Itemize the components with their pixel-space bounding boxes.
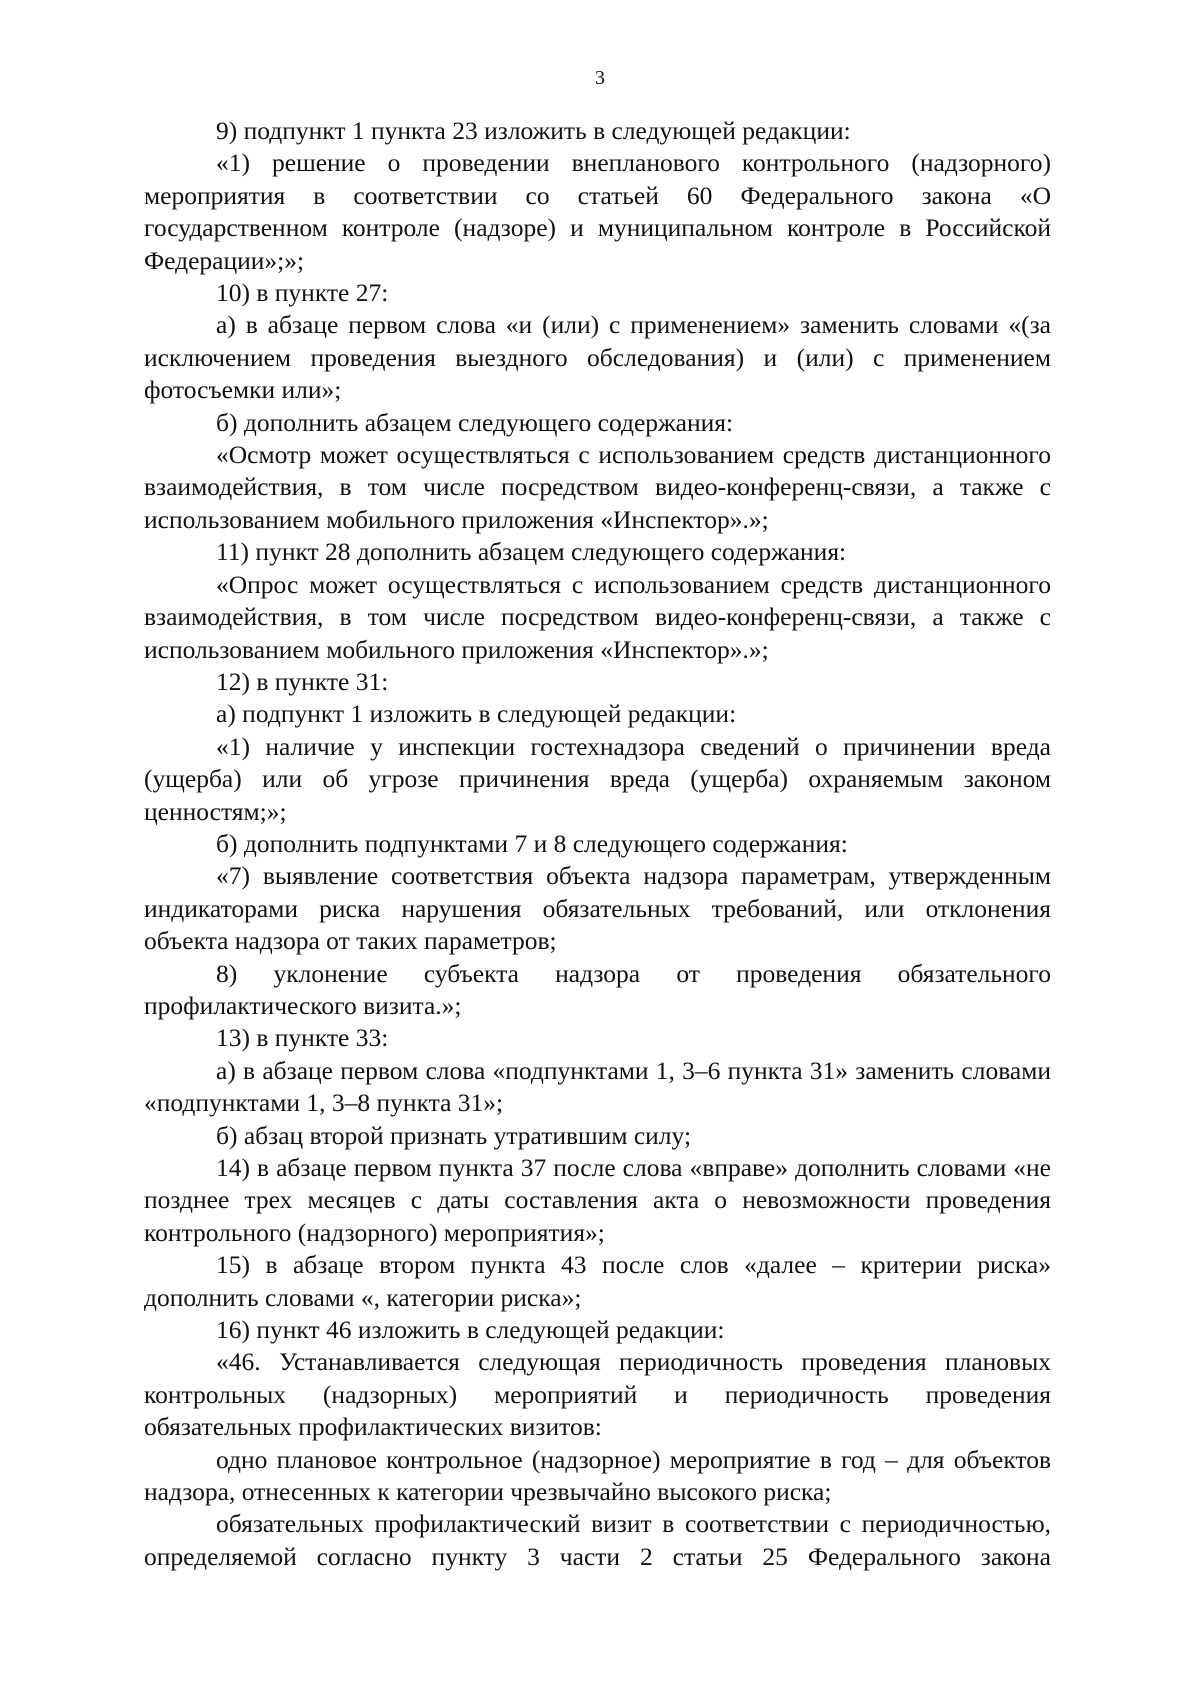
- paragraph: 13) в пункте 33:: [216, 1023, 389, 1053]
- page-number: 3: [595, 67, 605, 89]
- paragraph: а) подпункт 1 изложить в следующей редакции:: [216, 699, 737, 729]
- paragraph: 16) пункт 46 изложить в следующей редакции:: [216, 1315, 725, 1345]
- paragraph: а) в абзаце первом слова «подпунктами 1, 3–6 пункта 31» заменить словами «подпунктами 1, 3–8 пункта 31»;: [144, 1055, 1051, 1118]
- paragraph: 10) в пункте 27:: [216, 278, 389, 308]
- paragraph: 8) уклонение субъекта надзора от проведения обязательного профилактического визита.»;: [144, 958, 1051, 1020]
- paragraph: «Опрос может осуществляться с использованием средств дистанционного взаимодействия, в том числе посредством видео-конференц-связи, а также с использованием мобильного приложения «Инспектор».»;: [144, 569, 1051, 664]
- paragraph: б) дополнить абзацем следующего содержания:: [216, 407, 734, 437]
- paragraph: обязательных профилактический визит в соответствии с периодичностью, определяемой согласно пункту 3 части 2 статьи 25 Федерального закона: [144, 1509, 1051, 1571]
- paragraph: а) в абзаце первом слова «и (или) с применением» заменить словами «(за исключением проведения выездного обследования) и (или) с применением фотосъемки или»;: [144, 310, 1051, 405]
- paragraph: «46. Устанавливается следующая периодичность проведения плановых контрольных (надзорных) мероприятий и периодичность проведения обязательных профилактических визитов:: [144, 1347, 1051, 1442]
- paragraph: 9) подпункт 1 пункта 23 изложить в следующей редакции:: [216, 116, 851, 145]
- paragraph: 14) в абзаце первом пункта 37 после слова «вправе» дополнить словами «не позднее трех месяцев с даты составления акта о невозможности проведения контрольного (надзорного) мероприятия»;: [144, 1153, 1051, 1247]
- paragraph: 12) в пункте 31:: [216, 666, 389, 696]
- paragraph: 11) пункт 28 дополнить абзацем следующего содержания:: [216, 537, 847, 567]
- paragraph: одно плановое контрольное (надзорное) мероприятие в год – для объектов надзора, отнесенных к категории чрезвычайно высокого риска;: [144, 1444, 1051, 1507]
- paragraph: б) дополнить подпунктами 7 и 8 следующего содержания:: [216, 828, 848, 858]
- paragraph: 15) в абзаце втором пункта 43 после слов «далее – критерии риска» дополнить словами «, категории риска»;: [144, 1250, 1051, 1312]
- paragraph: «7) выявление соответствия объекта надзора параметрам, утвержденным индикаторами риска нарушения обязательных требований, или отклонения объекта надзора от таких параметров;: [144, 861, 1051, 956]
- paragraph: «Осмотр может осуществляться с использованием средств дистанционного взаимодействия, в том числе посредством видео-конференц-связи, а также с использованием мобильного приложения «Инспектор».»;: [144, 440, 1051, 534]
- paragraph: б) абзац второй признать утратившим силу;: [216, 1120, 692, 1150]
- paragraph: «1) наличие у инспекции гостехнадзора сведений о причинении вреда (ущерба) или об угрозе причинения вреда (ущерба) охраняемым законом ценностям;»;: [144, 731, 1051, 826]
- paragraph: «1) решение о проведении внепланового контрольного (надзорного) мероприятия в соответствии со статьей 60 Федерального закона «О государственном контроле (надзоре) и муниципальном контроле в Российской Федерации»;»;: [144, 148, 1051, 275]
- document-body: [144, 115, 1051, 1573]
